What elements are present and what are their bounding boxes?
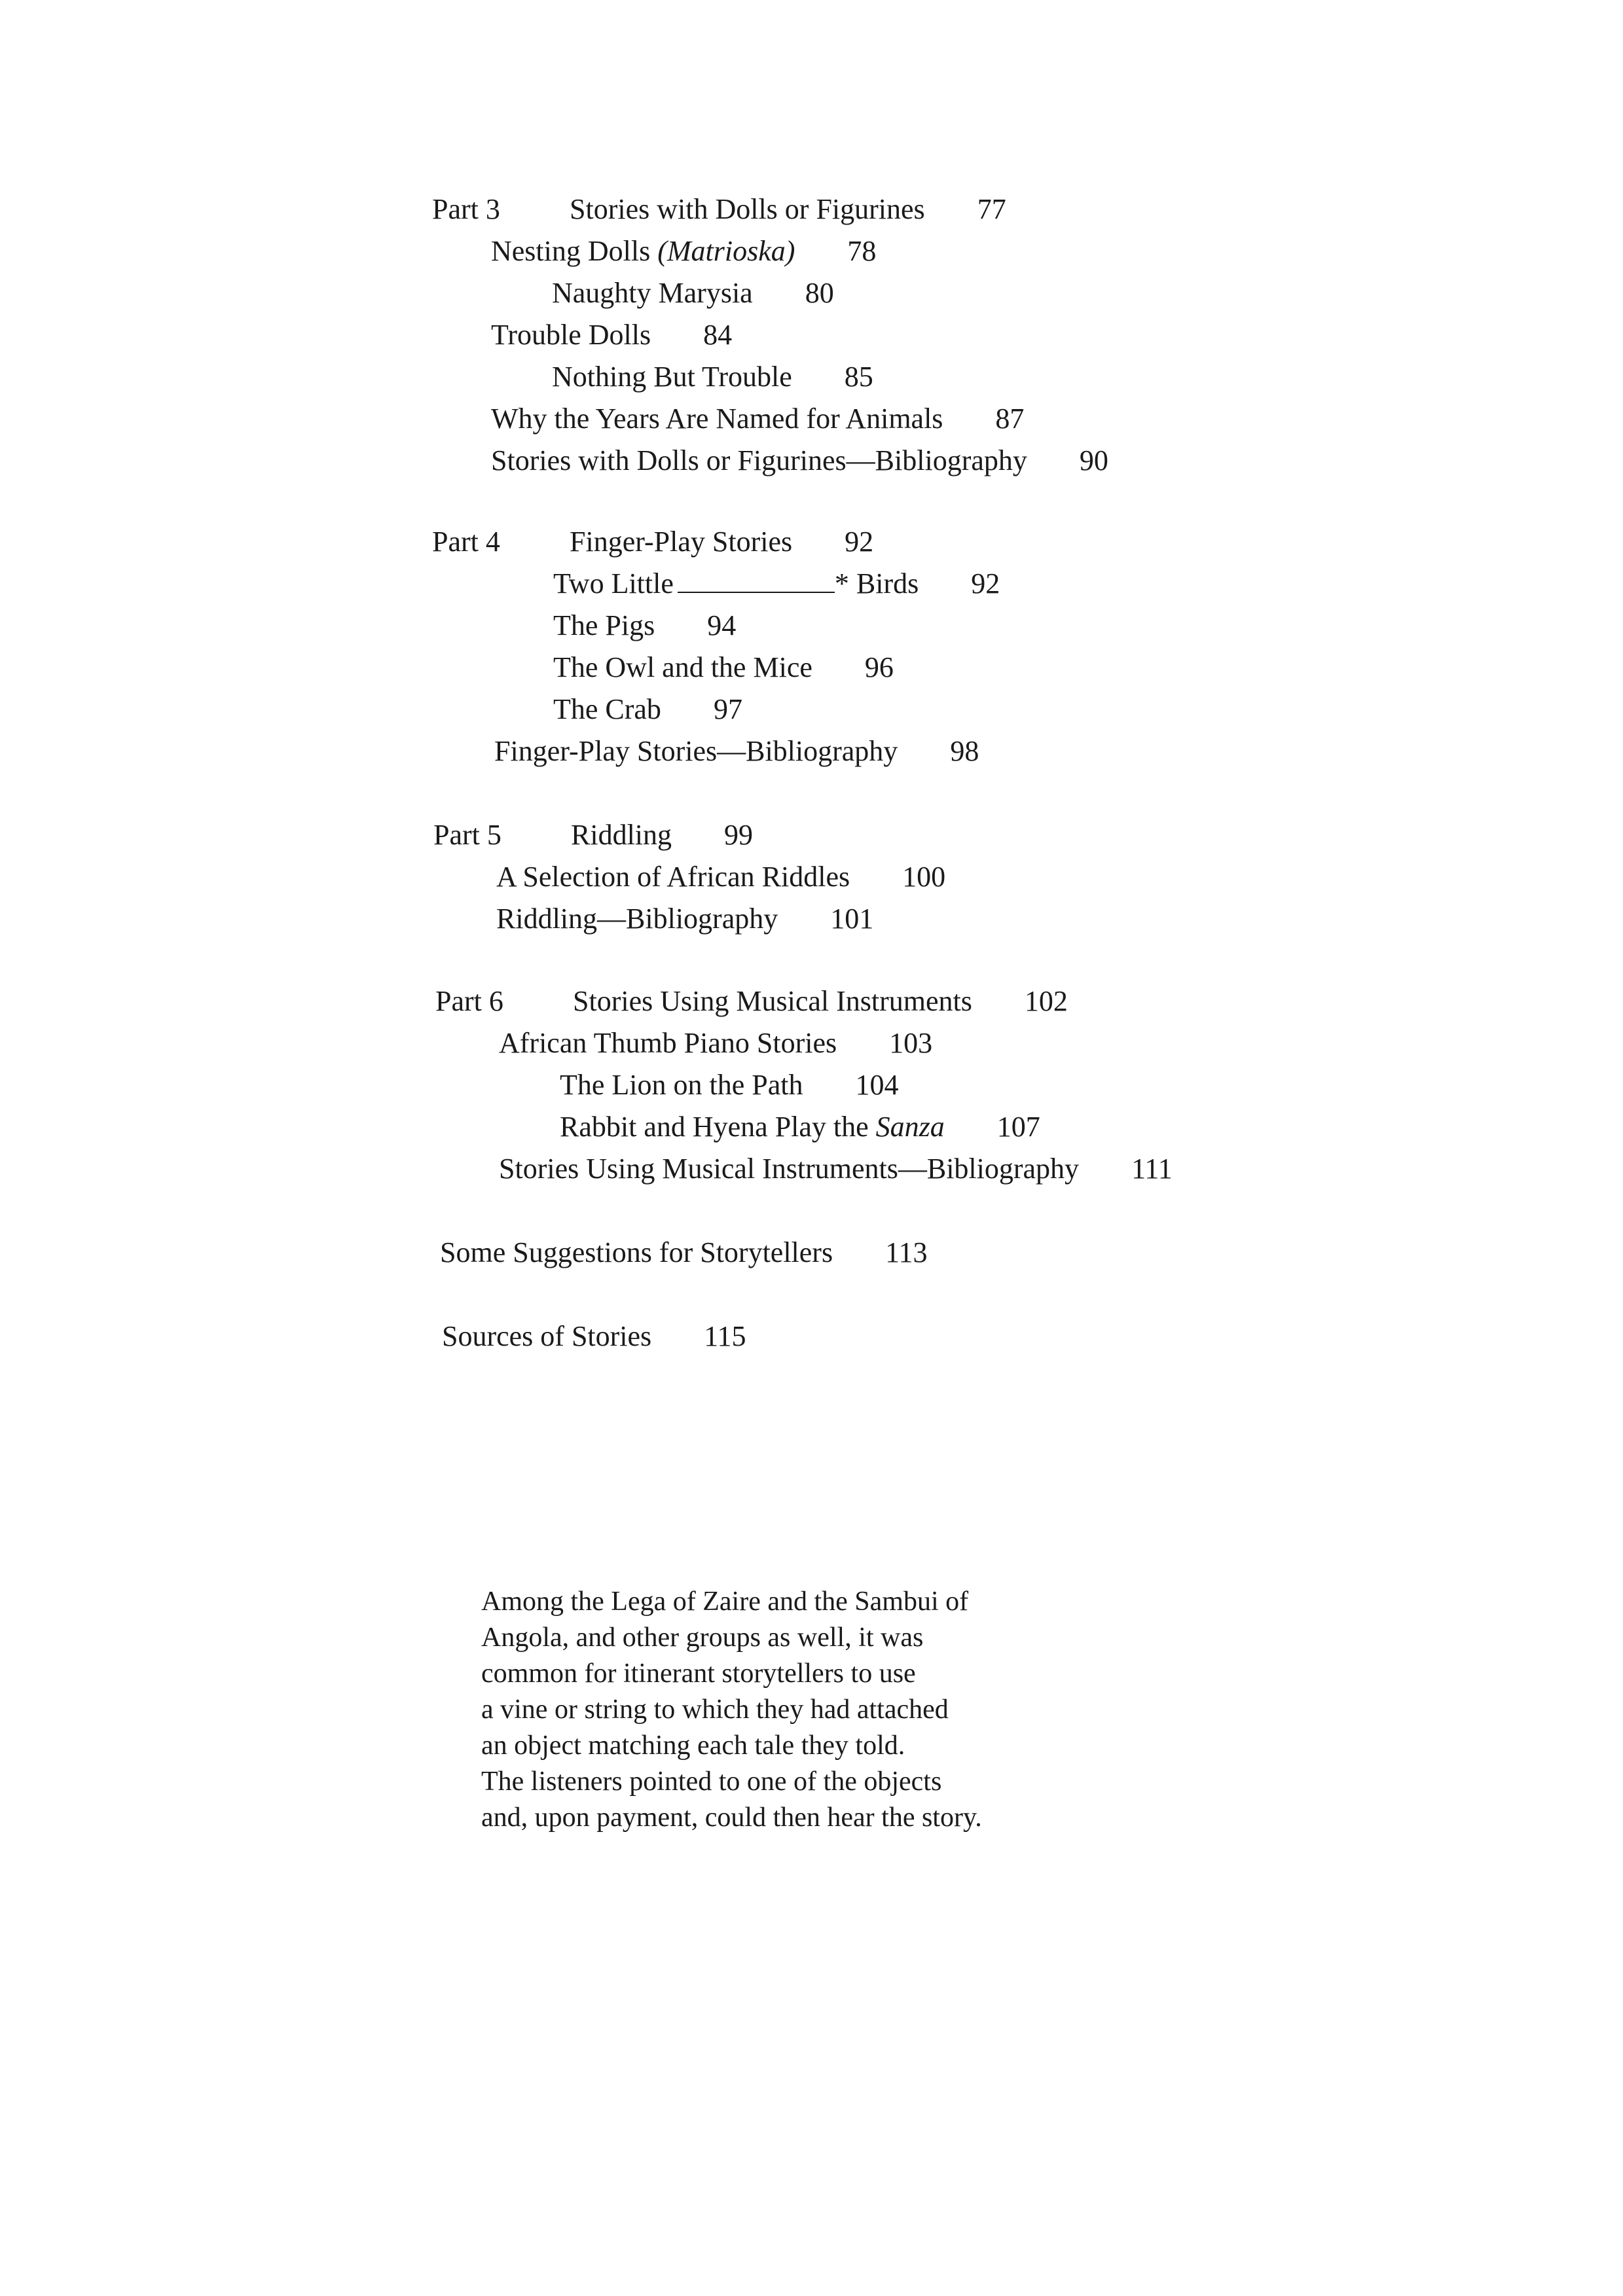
toc-entry xyxy=(499,1025,932,1062)
entry-title-italic: (Matrioska) xyxy=(657,235,795,267)
entry-title: Riddling—Bibliography xyxy=(496,903,778,935)
part-title: Stories with Dolls or Figurines xyxy=(570,193,925,225)
entry-title: Naughty Marysia xyxy=(552,277,753,309)
epigraph-line: Angola, and other groups as well, it was xyxy=(481,1623,924,1653)
toc-entry xyxy=(491,233,876,270)
toc-part-heading xyxy=(432,524,873,560)
page-number: 85 xyxy=(844,361,873,393)
page-number: 98 xyxy=(950,735,979,767)
page-number: 78 xyxy=(847,235,877,267)
toc-part-heading xyxy=(432,191,1006,228)
entry-title-italic: Sanza xyxy=(875,1111,945,1143)
epigraph-line: Among the Lega of Zaire and the Sambui of xyxy=(481,1587,969,1617)
toc-part-heading xyxy=(435,983,1068,1020)
toc-entry xyxy=(496,859,945,895)
page-number: 84 xyxy=(703,319,733,351)
page-number: 77 xyxy=(977,193,1006,225)
part-label: Part 5 xyxy=(433,819,501,851)
part-title: Finger-Play Stories xyxy=(570,526,793,558)
toc-entry xyxy=(553,649,894,686)
page-number: 113 xyxy=(885,1236,928,1268)
toc-entry xyxy=(552,359,873,395)
page-number: 115 xyxy=(704,1320,746,1352)
toc-entry xyxy=(553,565,1000,602)
entry-title: The Lion on the Path xyxy=(560,1069,803,1101)
page-number: 94 xyxy=(707,609,737,641)
toc-entry xyxy=(560,1067,899,1103)
toc-section-entry xyxy=(440,1234,927,1271)
toc-section-entry xyxy=(442,1318,746,1355)
entry-title: Stories with Dolls or Figurines—Bibliography xyxy=(491,444,1027,476)
toc-entry xyxy=(552,275,834,312)
page-number: 104 xyxy=(855,1069,899,1101)
page-number: 90 xyxy=(1079,444,1108,476)
toc-entry xyxy=(491,401,1024,437)
page-number: 80 xyxy=(805,277,834,309)
entry-title: Sources of Stories xyxy=(442,1320,652,1352)
page-number: 101 xyxy=(830,903,874,935)
entry-title: Finger-Play Stories—Bibliography xyxy=(494,735,898,767)
entry-title: Nesting Dolls xyxy=(491,235,658,267)
entry-title: * Birds xyxy=(834,567,919,600)
page-number: 107 xyxy=(996,1111,1040,1143)
entry-title: African Thumb Piano Stories xyxy=(499,1027,837,1059)
entry-title: Trouble Dolls xyxy=(491,319,651,351)
epigraph-line: common for itinerant storytellers to use xyxy=(481,1659,916,1689)
toc-part-heading xyxy=(433,817,753,853)
epigraph-line: and, upon payment, could then hear the story. xyxy=(481,1803,982,1833)
entry-title: Stories Using Musical Instruments—Bibliography xyxy=(499,1153,1080,1185)
page-number: 87 xyxy=(995,403,1025,435)
entry-title: The Crab xyxy=(553,693,661,725)
toc-entry xyxy=(491,317,732,353)
page-number: 92 xyxy=(845,526,874,558)
entry-title: Rabbit and Hyena Play the xyxy=(560,1111,876,1143)
entry-title: A Selection of African Riddles xyxy=(496,861,850,893)
page-number: 102 xyxy=(1024,985,1068,1017)
entry-title: Nothing But Trouble xyxy=(552,361,792,393)
epigraph-paragraph xyxy=(481,1584,1332,1836)
part-label: Part 4 xyxy=(432,526,500,558)
page-number: 103 xyxy=(889,1027,933,1059)
entry-title: Some Suggestions for Storytellers xyxy=(440,1236,833,1268)
epigraph-line: a vine or string to which they had attached xyxy=(481,1695,949,1725)
page-number: 100 xyxy=(902,861,946,893)
epigraph-line: The listeners pointed to one of the objects xyxy=(481,1767,942,1797)
part-label: Part 3 xyxy=(432,193,500,225)
part-title: Stories Using Musical Instruments xyxy=(573,985,972,1017)
toc-entry xyxy=(491,442,1108,479)
page-number: 96 xyxy=(864,651,894,683)
toc-entry xyxy=(494,733,979,770)
toc-entry xyxy=(499,1151,1173,1187)
toc-entry xyxy=(560,1109,1040,1145)
entry-title: The Pigs xyxy=(553,609,655,641)
epigraph-line: an object matching each tale they told. xyxy=(481,1731,905,1761)
page-number: 92 xyxy=(971,567,1000,600)
part-title: Riddling xyxy=(571,819,672,851)
toc-entry xyxy=(553,607,736,644)
page-number: 111 xyxy=(1131,1153,1173,1185)
entry-title: The Owl and the Mice xyxy=(553,651,812,683)
part-label: Part 6 xyxy=(435,985,503,1017)
entry-title: Why the Years Are Named for Animals xyxy=(491,403,943,435)
entry-title: Two Little xyxy=(553,567,674,600)
fill-in-blank xyxy=(678,572,835,593)
toc-entry xyxy=(553,691,742,728)
page-number: 97 xyxy=(713,693,742,725)
page-number: 99 xyxy=(724,819,754,851)
toc-entry xyxy=(496,901,873,937)
